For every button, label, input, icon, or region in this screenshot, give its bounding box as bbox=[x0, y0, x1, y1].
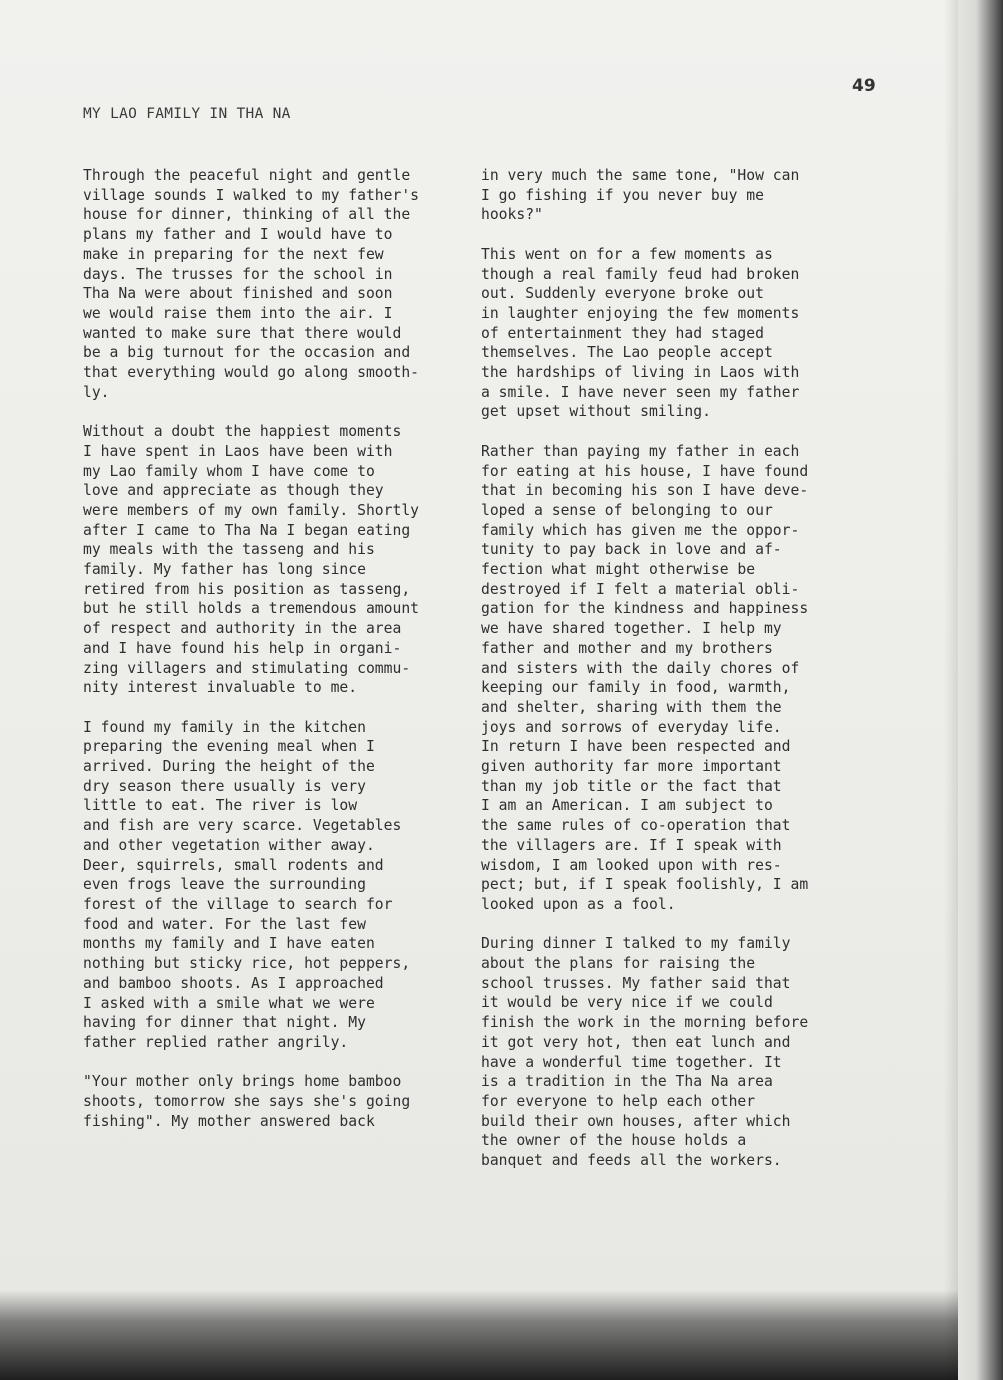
left-column bbox=[83, 166, 468, 1151]
paragraph: in very much the same tone, "How can I go fishing if you never buy me hooks?" bbox=[481, 167, 800, 224]
scan-shadow bbox=[0, 1290, 958, 1380]
right-column bbox=[481, 166, 853, 1191]
paragraph: This went on for a few moments as though a real family feud had broken out. Suddenly everyone broke out in laughter enjoying the few moments of entertainment they had staged themselves. The Lao people accept the hardships of living in Laos with a smile. I have never seen my father get upset without smiling. bbox=[481, 245, 800, 421]
paragraph: "Your mother only brings home bamboo shoots, tomorrow she says she's going fishing". My mother answered back bbox=[83, 1073, 411, 1130]
page-number: 49 bbox=[852, 76, 876, 96]
paragraph: During dinner I talked to my family about the plans for raising the school trusses. My father said that it would be very nice if we could finish the work in the morning before it got very hot, then eat lunch and have a wonderful time together. It is a tradition in the Tha Na area for everyone to help each other build their own houses, after which the owner of the house holds a banquet and feeds all the workers. bbox=[481, 935, 809, 1170]
running-head: MY LAO FAMILY IN THA NA bbox=[83, 106, 291, 122]
paragraph: Without a doubt the happiest moments I have spent in Laos have been with my Lao family whom I have come to love and appreciate as though they were members of my own family. Shortly after I came to Tha Na I began eating my meals with the tasseng and his family. My father has long since retired from his position as tasseng, but he still holds a tremendous amount of respect and authority in the area and I have found his help in organi- zing villagers and stimulating commu- nity interest invaluable to me. bbox=[83, 423, 420, 697]
paragraph: Through the peaceful night and gentle village sounds I walked to my father's house for dinner, thinking of all the plans my father and I would have to make in preparing for the next few days. The trusses for the school in Tha Na were about finished and soon we would raise them into the air. I wanted to make sure that there would be a big turnout for the occasion and that everything would go along smooth- ly. bbox=[83, 167, 420, 401]
paragraph: Rather than paying my father in each for eating at his house, I have found that in becoming his son I have deve- loped a sense of belonging to our family which has given me the oppor- tunity to pay back in love and af- fection what might otherwise be destroyed if I felt a material obli- gation for the kindness and happiness we have shared together. I help my father and mother and my brothers and sisters with the daily chores of keeping our family in food, warmth, and shelter, sharing with them the joys and sorrows of everyday life. In return I have been respected and given authority far more important than my job title or the fact that I am an American. I am subject to the same rules of co-operation that the villagers are. If I speak with wisdom, I am looked upon with res- pect; but, if I speak foolishly, I am looked upon as a fool. bbox=[481, 442, 809, 913]
page-edge bbox=[958, 0, 1003, 1380]
paragraph: I found my family in the kitchen preparing the evening meal when I arrived. During the height of the dry season there usually is very little to eat. The river is low and fish are very scarce. Vegetables and other vegetation wither away. Deer, squirrels, small rodents and even frogs leave the surrounding forest of the village to search for food and water. For the last few months my family and I have eaten nothing but sticky rice, hot peppers, and bamboo shoots. As I approached I asked with a smile what we were having for dinner that night. My father replied rather angrily. bbox=[83, 718, 411, 1051]
